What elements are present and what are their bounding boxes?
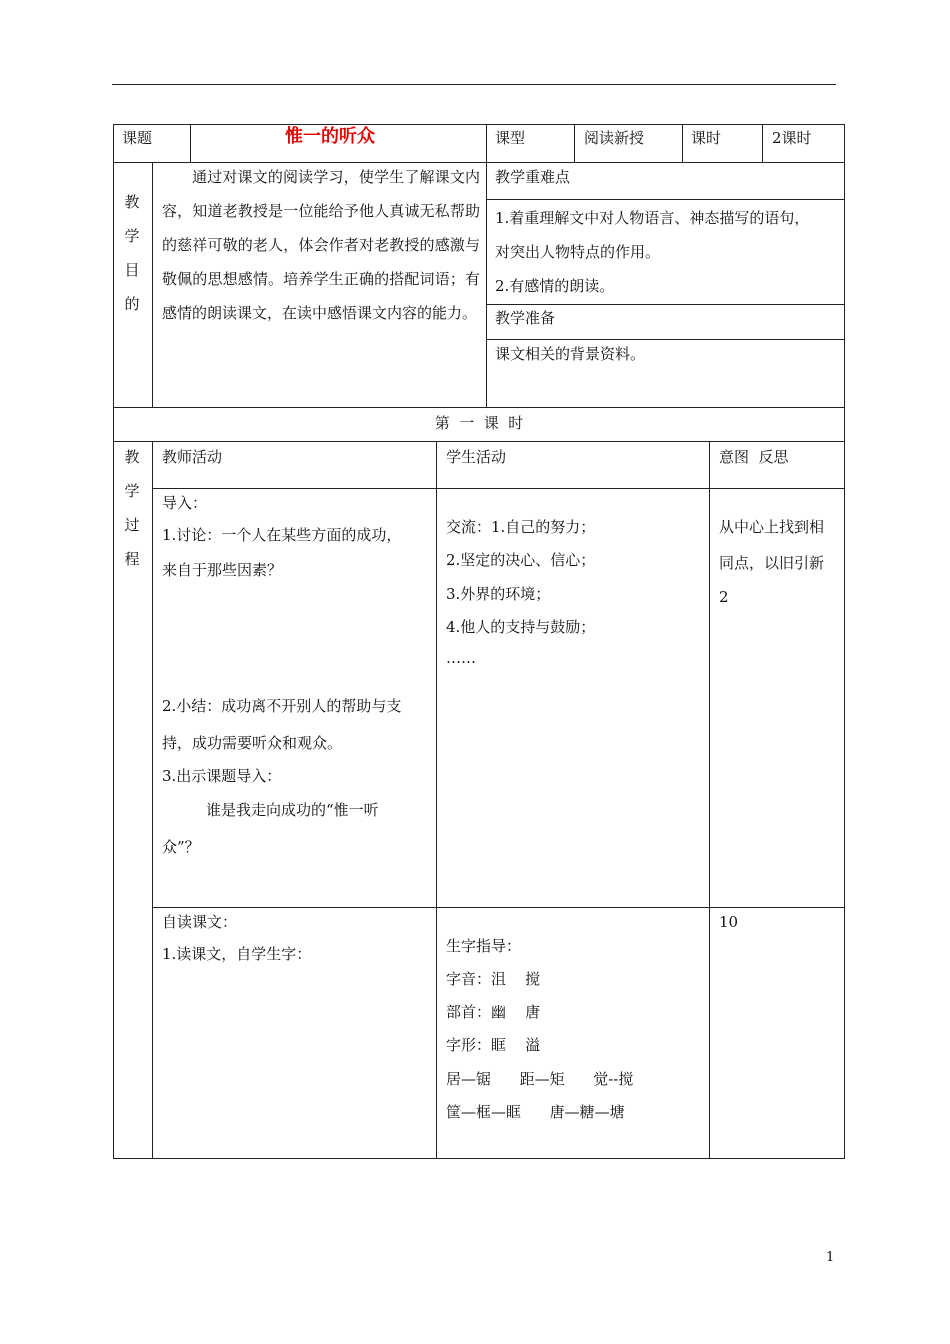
- col-header-notes: 意图 反思: [719, 448, 789, 466]
- process-vertical-label: [120, 440, 144, 576]
- teacher-line: 1.读课文，自学生字：: [162, 945, 312, 963]
- teacher-line: 3.出示课题导入：: [162, 767, 282, 785]
- label-char: 程: [124, 550, 140, 568]
- teacher-line: 2.小结：成功离不开别人的帮助与支: [162, 697, 402, 715]
- col-divider: [436, 441, 437, 1159]
- col-divider: [574, 124, 575, 162]
- student-line: ……: [446, 649, 476, 667]
- student-line: 居—锯 距—矩 觉--搅: [446, 1070, 634, 1088]
- row-divider: [486, 199, 845, 200]
- key-point-line: 2.有感情的朗读。: [495, 277, 615, 295]
- label-char: 教: [124, 448, 140, 466]
- row-divider: [152, 907, 845, 908]
- label-char: 教: [124, 193, 140, 211]
- student-line: 字音：沮 搅: [446, 970, 541, 988]
- col-divider: [709, 441, 710, 1159]
- prep-label: 教学准备: [495, 309, 556, 327]
- key-point-line: 对突出人物特点的作用。: [495, 243, 661, 261]
- teacher-line: 自读课文：: [162, 913, 238, 931]
- student-line: 筐—框—眶 唐—糖—塘: [446, 1103, 625, 1121]
- label-char: 目: [124, 261, 140, 279]
- type-value: 阅读新授: [584, 129, 645, 147]
- row-divider: [113, 407, 845, 408]
- note-line: 同点，以旧引新: [719, 554, 825, 572]
- row-divider: [152, 488, 845, 489]
- teacher-line: 众”？: [162, 838, 200, 856]
- col-header-teacher: 教师活动: [162, 448, 223, 466]
- page-title: 惟一的听众: [285, 126, 375, 147]
- objectives-text: 通过对课文的阅读学习，使学生了解课文内容，知道老教授是一位能给予他人真诚无私帮助的慈祥可敬的老人，体会作者对老教授的感激与敬佩的思想感情。培养学生正确的搭配词语；有感情的朗读课文，在读中感悟课文内容的能力。: [162, 168, 480, 322]
- hours-value: 2课时: [772, 129, 812, 147]
- label-char: 过: [124, 516, 140, 534]
- subject-label: 课题: [122, 129, 153, 147]
- student-line: 交流：1.自己的努力；: [446, 518, 596, 536]
- teacher-line: 持，成功需要听众和观众。: [162, 734, 343, 752]
- student-line: 生字指导：: [446, 937, 522, 955]
- row-divider: [113, 441, 845, 442]
- hours-label: 课时: [691, 129, 722, 147]
- row-divider: [486, 304, 845, 305]
- student-line: 3.外界的环境；: [446, 585, 551, 603]
- label-char: 学: [124, 227, 140, 245]
- col-divider: [152, 162, 153, 407]
- col-divider: [152, 441, 153, 1159]
- header-rule: [112, 84, 836, 85]
- note-line: 10: [719, 913, 739, 931]
- label-char: 学: [124, 482, 140, 500]
- prep-text: 课文相关的背景资料。: [495, 345, 646, 363]
- teacher-line: 1.讨论：一个人在某些方面的成功，: [162, 526, 402, 544]
- lesson-heading: 第 一 课 时: [434, 414, 524, 432]
- row-divider: [486, 339, 845, 340]
- objectives-vertical-label: [120, 185, 144, 321]
- col-divider: [190, 124, 191, 162]
- col-header-student: 学生活动: [446, 448, 507, 466]
- key-point-line: 1.着重理解文中对人物语言、神态描写的语句，: [495, 209, 810, 227]
- col-divider: [682, 124, 683, 162]
- teacher-line: 导入：: [162, 494, 208, 512]
- student-line: 2.坚定的决心、信心；: [446, 551, 596, 569]
- page-number: 1: [826, 1250, 835, 1265]
- label-char: 的: [124, 295, 140, 313]
- col-divider: [486, 124, 487, 407]
- student-line: 部首：幽 唐: [446, 1003, 541, 1021]
- type-label: 课型: [495, 129, 526, 147]
- col-divider: [762, 124, 763, 162]
- student-line: 字形：眶 溢: [446, 1036, 541, 1054]
- note-line: 从中心上找到相: [719, 518, 825, 536]
- teacher-line: 来自于那些因素？: [162, 561, 283, 579]
- teacher-line: 谁是我走向成功的“惟一听: [206, 801, 379, 819]
- student-line: 4.他人的支持与鼓励；: [446, 618, 596, 636]
- key-points-label: 教学重难点: [495, 168, 571, 186]
- note-line: 2: [719, 588, 729, 606]
